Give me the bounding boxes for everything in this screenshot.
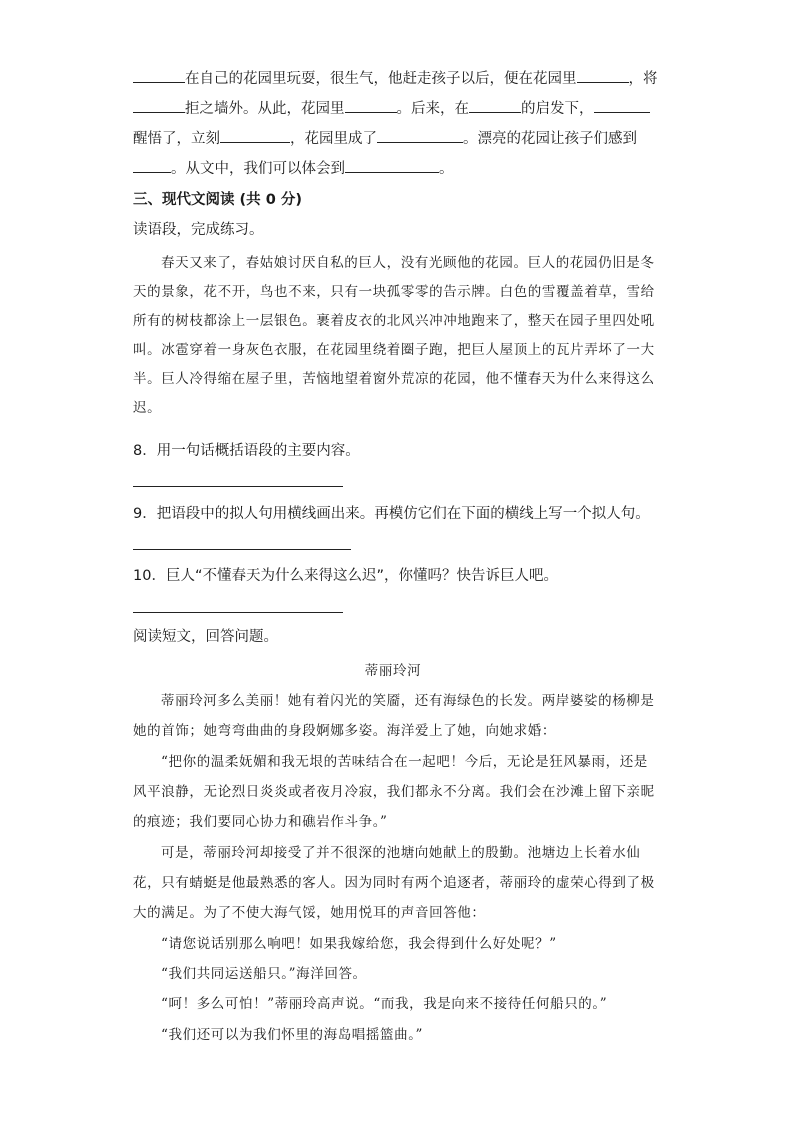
question-9: 9．把语段中的拟人句用横线画出来。再模仿它们在下面的横线上写一个拟人句。 <box>133 506 650 522</box>
story-line: 风平浪静，无论烈日炎炎或者夜月冷寂，我们都永不分离。我们会在沙滩上留下亲昵 <box>133 784 655 800</box>
passage-line: 天的景象，花不开，鸟也不来，只有一块孤零零的告示牌。白色的雪覆盖着草，雪给 <box>133 284 655 300</box>
fill-text: ，花园里成了 <box>290 131 377 147</box>
story-line: “把你的温柔妩媚和我无垠的苦味结合在一起吧！今后，无论是狂风暴雨，还是 <box>161 754 648 770</box>
passage-line: 叫。冰雹穿着一身灰色衣服，在花园里绕着圈子跑，把巨人屋顶上的瓦片弄坏了一大 <box>133 342 655 358</box>
answer-blank[interactable] <box>377 127 463 143</box>
story-line: 花，只有蜻蜓是他最熟悉的客人。因为同时有两个追逐者，蒂丽玲的虚荣心得到了极 <box>133 875 655 891</box>
story-line: 大的满足。为了不使大海气馁，她用悦耳的声音回答他： <box>133 905 486 921</box>
reading-instruction: 阅读短文，回答问题。 <box>133 629 278 645</box>
passage-line: 半。巨人冷得缩在屋子里，苦恼地望着窗外荒凉的花园，他不懂春天为什么来得这么 <box>133 371 655 387</box>
fill-line-2 <box>133 97 650 119</box>
fill-line-3 <box>133 127 637 149</box>
passage-line: 迟。 <box>133 400 162 416</box>
passage-line: 所有的树枝都涂上一层银色。裹着皮衣的北风兴冲冲地跑来了，整天在园子里四处吼 <box>133 313 655 329</box>
answer-blank[interactable] <box>345 97 397 113</box>
story-title: 蒂丽玲河 <box>364 663 422 679</box>
story-line: 可是，蒂丽玲河却接受了并不很深的池塘向她献上的殷勤。池塘边上长着水仙 <box>161 845 641 861</box>
section-heading: 三、现代文阅读 (共 0 分) <box>133 192 302 208</box>
story-line: “请您说话别那么响吧！如果我嫁给您，我会得到什么好处呢？” <box>161 936 557 952</box>
answer-line-10[interactable] <box>133 612 343 613</box>
fill-text: 。后来，在 <box>396 101 469 117</box>
fill-text: ，将 <box>628 71 658 87</box>
passage-line: 春天又来了，春姑娘讨厌自私的巨人，没有光顾他的花园。巨人的花园仍旧是冬 <box>161 255 655 271</box>
answer-line-8[interactable] <box>133 486 343 487</box>
fill-text: 在自己的花园里玩耍，很生气，他赶走孩子以后，便在花园里 <box>185 71 577 87</box>
fill-text: 的启发下， <box>521 101 594 117</box>
answer-blank[interactable] <box>345 157 439 173</box>
question-10: 10．巨人“不懂春天为什么来得这么迟”，你懂吗？快告诉巨人吧。 <box>133 568 558 584</box>
fill-text: 醒悟了，立刻 <box>133 131 220 147</box>
fill-line-4 <box>133 157 454 179</box>
story-line: “我们还可以为我们怀里的海岛唱摇篮曲。” <box>161 1027 424 1043</box>
answer-blank[interactable] <box>133 67 185 83</box>
story-line: 的痕迹；我们要同心协力和礁岩作斗争。” <box>133 814 388 830</box>
question-8: 8．用一句话概括语段的主要内容。 <box>133 443 360 459</box>
story-line: “我们共同运送船只。”海洋回答。 <box>161 966 367 982</box>
fill-text: 。漂亮的花园让孩子们感到 <box>463 131 637 147</box>
story-line: 蒂丽玲河多么美丽！她有着闪光的笑靥，还有海绿色的长发。两岸婆娑的杨柳是 <box>161 693 655 709</box>
answer-blank[interactable] <box>220 127 290 143</box>
fill-text: 。 <box>439 161 454 177</box>
fill-line-1 <box>133 67 658 89</box>
fill-text: 。从文中，我们可以体会到 <box>171 161 345 177</box>
story-line: 她的首饰；她弯弯曲曲的身段婀娜多姿。海洋爱上了她，向她求婚： <box>133 723 556 739</box>
answer-blank[interactable] <box>469 97 521 113</box>
answer-blank[interactable] <box>577 67 629 83</box>
fill-text: 拒之墙外。从此，花园里 <box>185 101 345 117</box>
answer-line-9[interactable] <box>133 549 351 550</box>
answer-blank[interactable] <box>133 97 185 113</box>
story-line: “呵！多么可怕！”蒂丽玲高声说。“而我，我是向来不接待任何船只的。” <box>161 996 608 1012</box>
section-instruction: 读语段，完成练习。 <box>133 222 264 238</box>
answer-blank[interactable] <box>594 97 650 113</box>
answer-blank[interactable] <box>133 157 171 173</box>
